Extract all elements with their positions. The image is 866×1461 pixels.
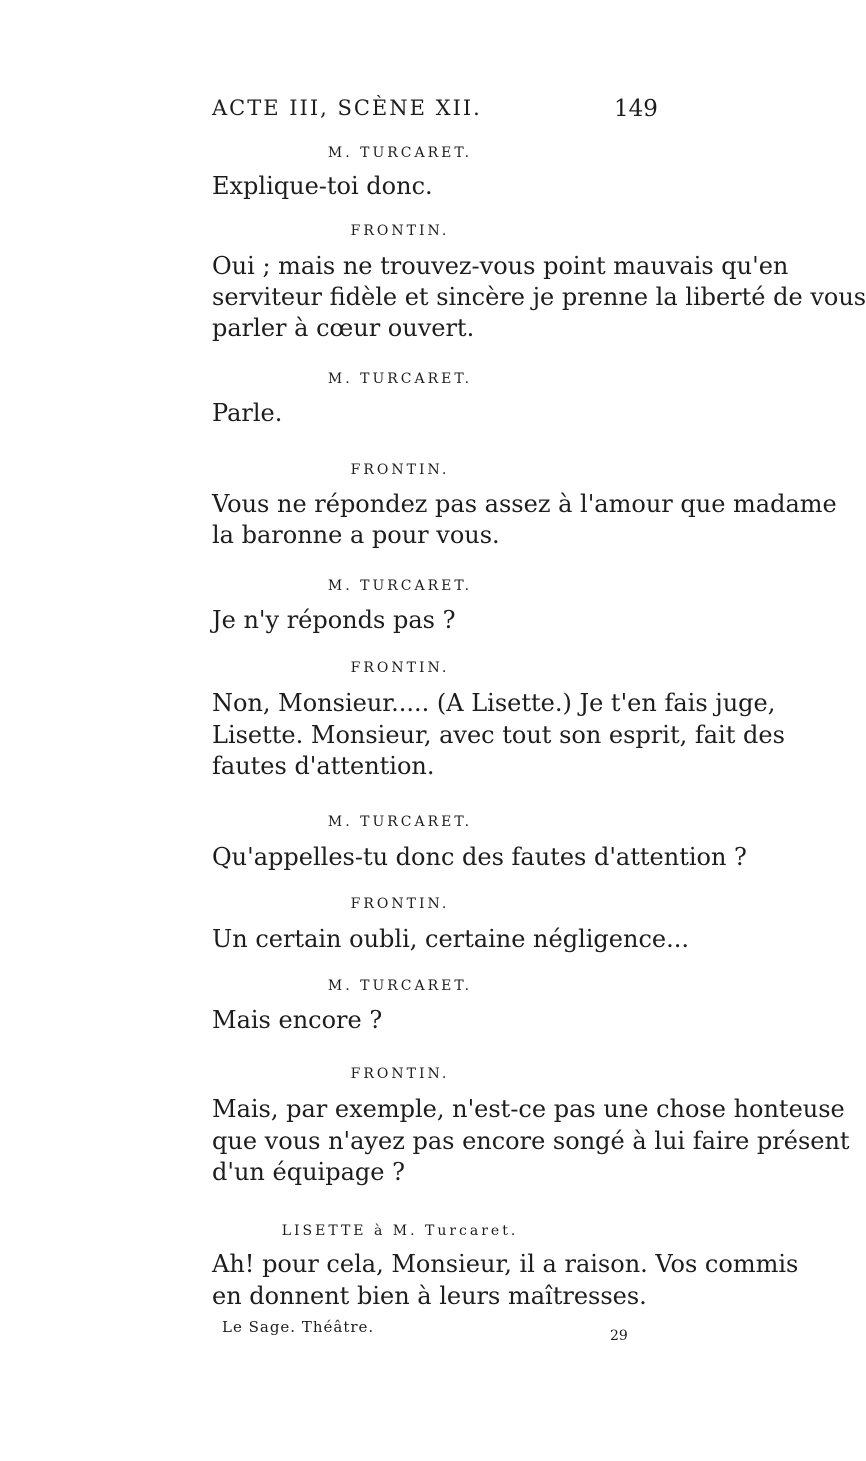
dialogue-line: parler à cœur ouvert. [212, 314, 475, 342]
dialogue-line: Mais, par exemple, n'est-ce pas une chose honteuse [212, 1095, 845, 1123]
speaker-name: M. TURCARET. [327, 145, 473, 161]
speaker-name: FRONTIN. [350, 1066, 450, 1082]
speaker-name: M. TURCARET. [327, 814, 473, 830]
page-number: 149 [614, 96, 658, 122]
dialogue-line: en donnent bien à leurs maîtresses. [212, 1282, 647, 1310]
speaker-name: M. TURCARET. [327, 371, 473, 387]
dialogue-line: Parle. [212, 399, 283, 427]
speaker-name: M. TURCARET. [327, 978, 473, 994]
dialogue-line: Lisette. Monsieur, avec tout son esprit, fait des [212, 721, 785, 749]
dialogue-line: serviteur fidèle et sincère je prenne la liberté de vous [212, 283, 866, 311]
speaker-name: FRONTIN. [350, 660, 450, 676]
dialogue-line: Explique-toi donc. [212, 172, 433, 200]
dialogue-line: Un certain oubli, certaine négligence... [212, 925, 689, 953]
dialogue-line: Ah! pour cela, Monsieur, il a raison. Vos commis [212, 1250, 799, 1278]
speaker-name: FRONTIN. [350, 896, 450, 912]
speaker-name: M. TURCARET. [327, 578, 473, 594]
speaker-name: FRONTIN. [350, 462, 450, 478]
sheet-number: 29 [610, 1328, 628, 1344]
dialogue-line: Je n'y réponds pas ? [212, 606, 456, 634]
dialogue-line: Oui ; mais ne trouvez-vous point mauvais qu'en [212, 252, 789, 280]
dialogue-line: Non, Monsieur..... (A Lisette.) Je t'en fais juge, [212, 689, 776, 717]
dialogue-line: fautes d'attention. [212, 752, 435, 780]
page-header [0, 96, 800, 136]
speaker-name: LISETTE à M. Turcaret. [281, 1223, 519, 1239]
dialogue-line: Qu'appelles-tu donc des fautes d'attention ? [212, 843, 747, 871]
dialogue-line: Vous ne répondez pas assez à l'amour que madame [212, 490, 837, 518]
dialogue-line: que vous n'ayez pas encore songé à lui faire présent [212, 1127, 850, 1155]
printer-signature: Le Sage. Théâtre. [222, 1318, 375, 1336]
speaker-name: FRONTIN. [350, 223, 450, 239]
running-head: ACTE III, SCÈNE XII. [212, 96, 482, 120]
dialogue-line: Mais encore ? [212, 1006, 383, 1034]
dialogue-line: d'un équipage ? [212, 1158, 405, 1186]
dialogue-line: la baronne a pour vous. [212, 521, 500, 549]
